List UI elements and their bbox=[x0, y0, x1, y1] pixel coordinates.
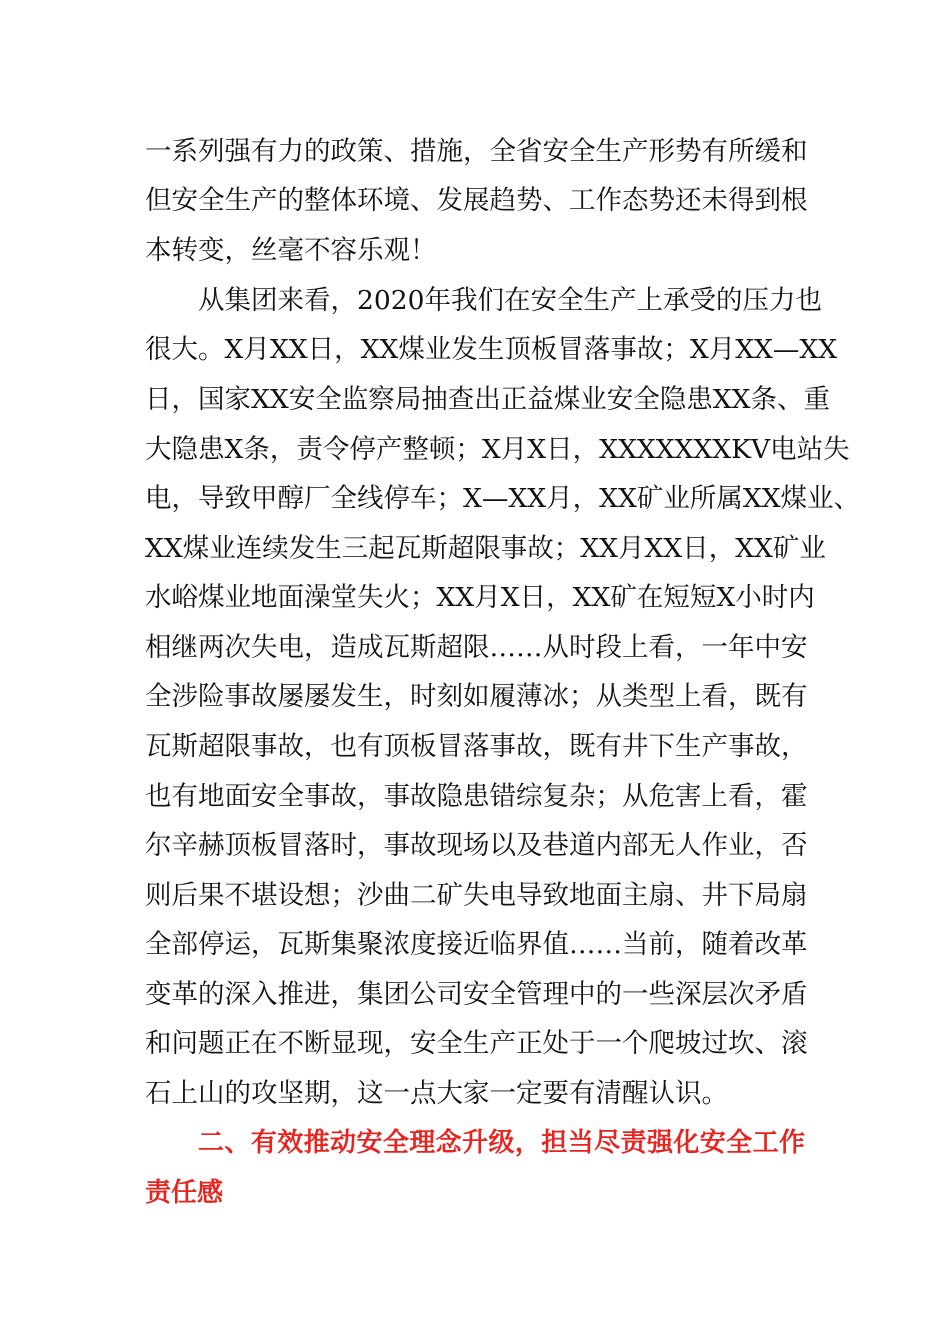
paragraph-line: 石上山的攻坚期，这一点大家一定要有清醒认识。 bbox=[145, 1078, 728, 1109]
paragraph-line: 大隐患X条，责令停产整顿；X月X日，XXXXXXXKV电站失 bbox=[145, 434, 850, 465]
paragraph-line: 相继两次失电，造成瓦斯超限……从时段上看，一年中安 bbox=[145, 632, 808, 663]
paragraph-line: 日，国家XX安全监察局抽查出正益煤业安全隐患XX条、重 bbox=[145, 384, 830, 415]
paragraph-line: 但安全生产的整体环境、发展趋势、工作态势还未得到根 bbox=[145, 185, 808, 216]
paragraph-line: 水峪煤业地面澡堂失火；XX月X日，XX矿在短短X小时内 bbox=[145, 582, 815, 613]
paragraph-line: 变革的深入推进，集团公司安全管理中的一些深层次矛盾 bbox=[145, 979, 808, 1010]
paragraph-line: 本转变，丝毫不容乐观！ bbox=[145, 235, 437, 266]
paragraph-line: 全部停运，瓦斯集聚浓度接近临界值……当前，随着改革 bbox=[145, 929, 808, 960]
paragraph-line: 电，导致甲醇厂全线停车；X—XX月，XX矿业所属XX煤业、 bbox=[145, 483, 861, 514]
paragraph-line: 从集团来看，2020年我们在安全生产上承受的压力也 bbox=[198, 285, 822, 316]
section-heading: 二、有效推动安全理念升级，担当尽责强化安全工作 bbox=[198, 1128, 805, 1158]
paragraph-line: 全涉险事故屡屡发生，时刻如履薄冰；从类型上看，既有 bbox=[145, 681, 808, 712]
paragraph-line: 也有地面安全事故，事故隐患错综复杂；从危害上看，霍 bbox=[145, 781, 808, 812]
section-heading: 责任感 bbox=[145, 1178, 224, 1208]
paragraph-line: 则后果不堪设想；沙曲二矿失电导致地面主扇、井下局扇 bbox=[145, 880, 808, 911]
paragraph-line: 和问题正在不断显现，安全生产正处于一个爬坡过坎、滚 bbox=[145, 1028, 808, 1059]
paragraph-line: 瓦斯超限事故，也有顶板冒落事故，既有井下生产事故， bbox=[145, 731, 808, 762]
paragraph-line: 很大。X月XX日，XX煤业发生顶板冒落事故；X月XX—XX bbox=[145, 334, 838, 365]
paragraph-line: 尔辛赫顶板冒落时，事故现场以及巷道内部无人作业，否 bbox=[145, 830, 808, 861]
paragraph-line: 一系列强有力的政策、措施，全省安全生产形势有所缓和 bbox=[145, 136, 808, 167]
paragraph-line: XX煤业连续发生三起瓦斯超限事故；XX月XX日，XX矿业 bbox=[145, 533, 826, 564]
